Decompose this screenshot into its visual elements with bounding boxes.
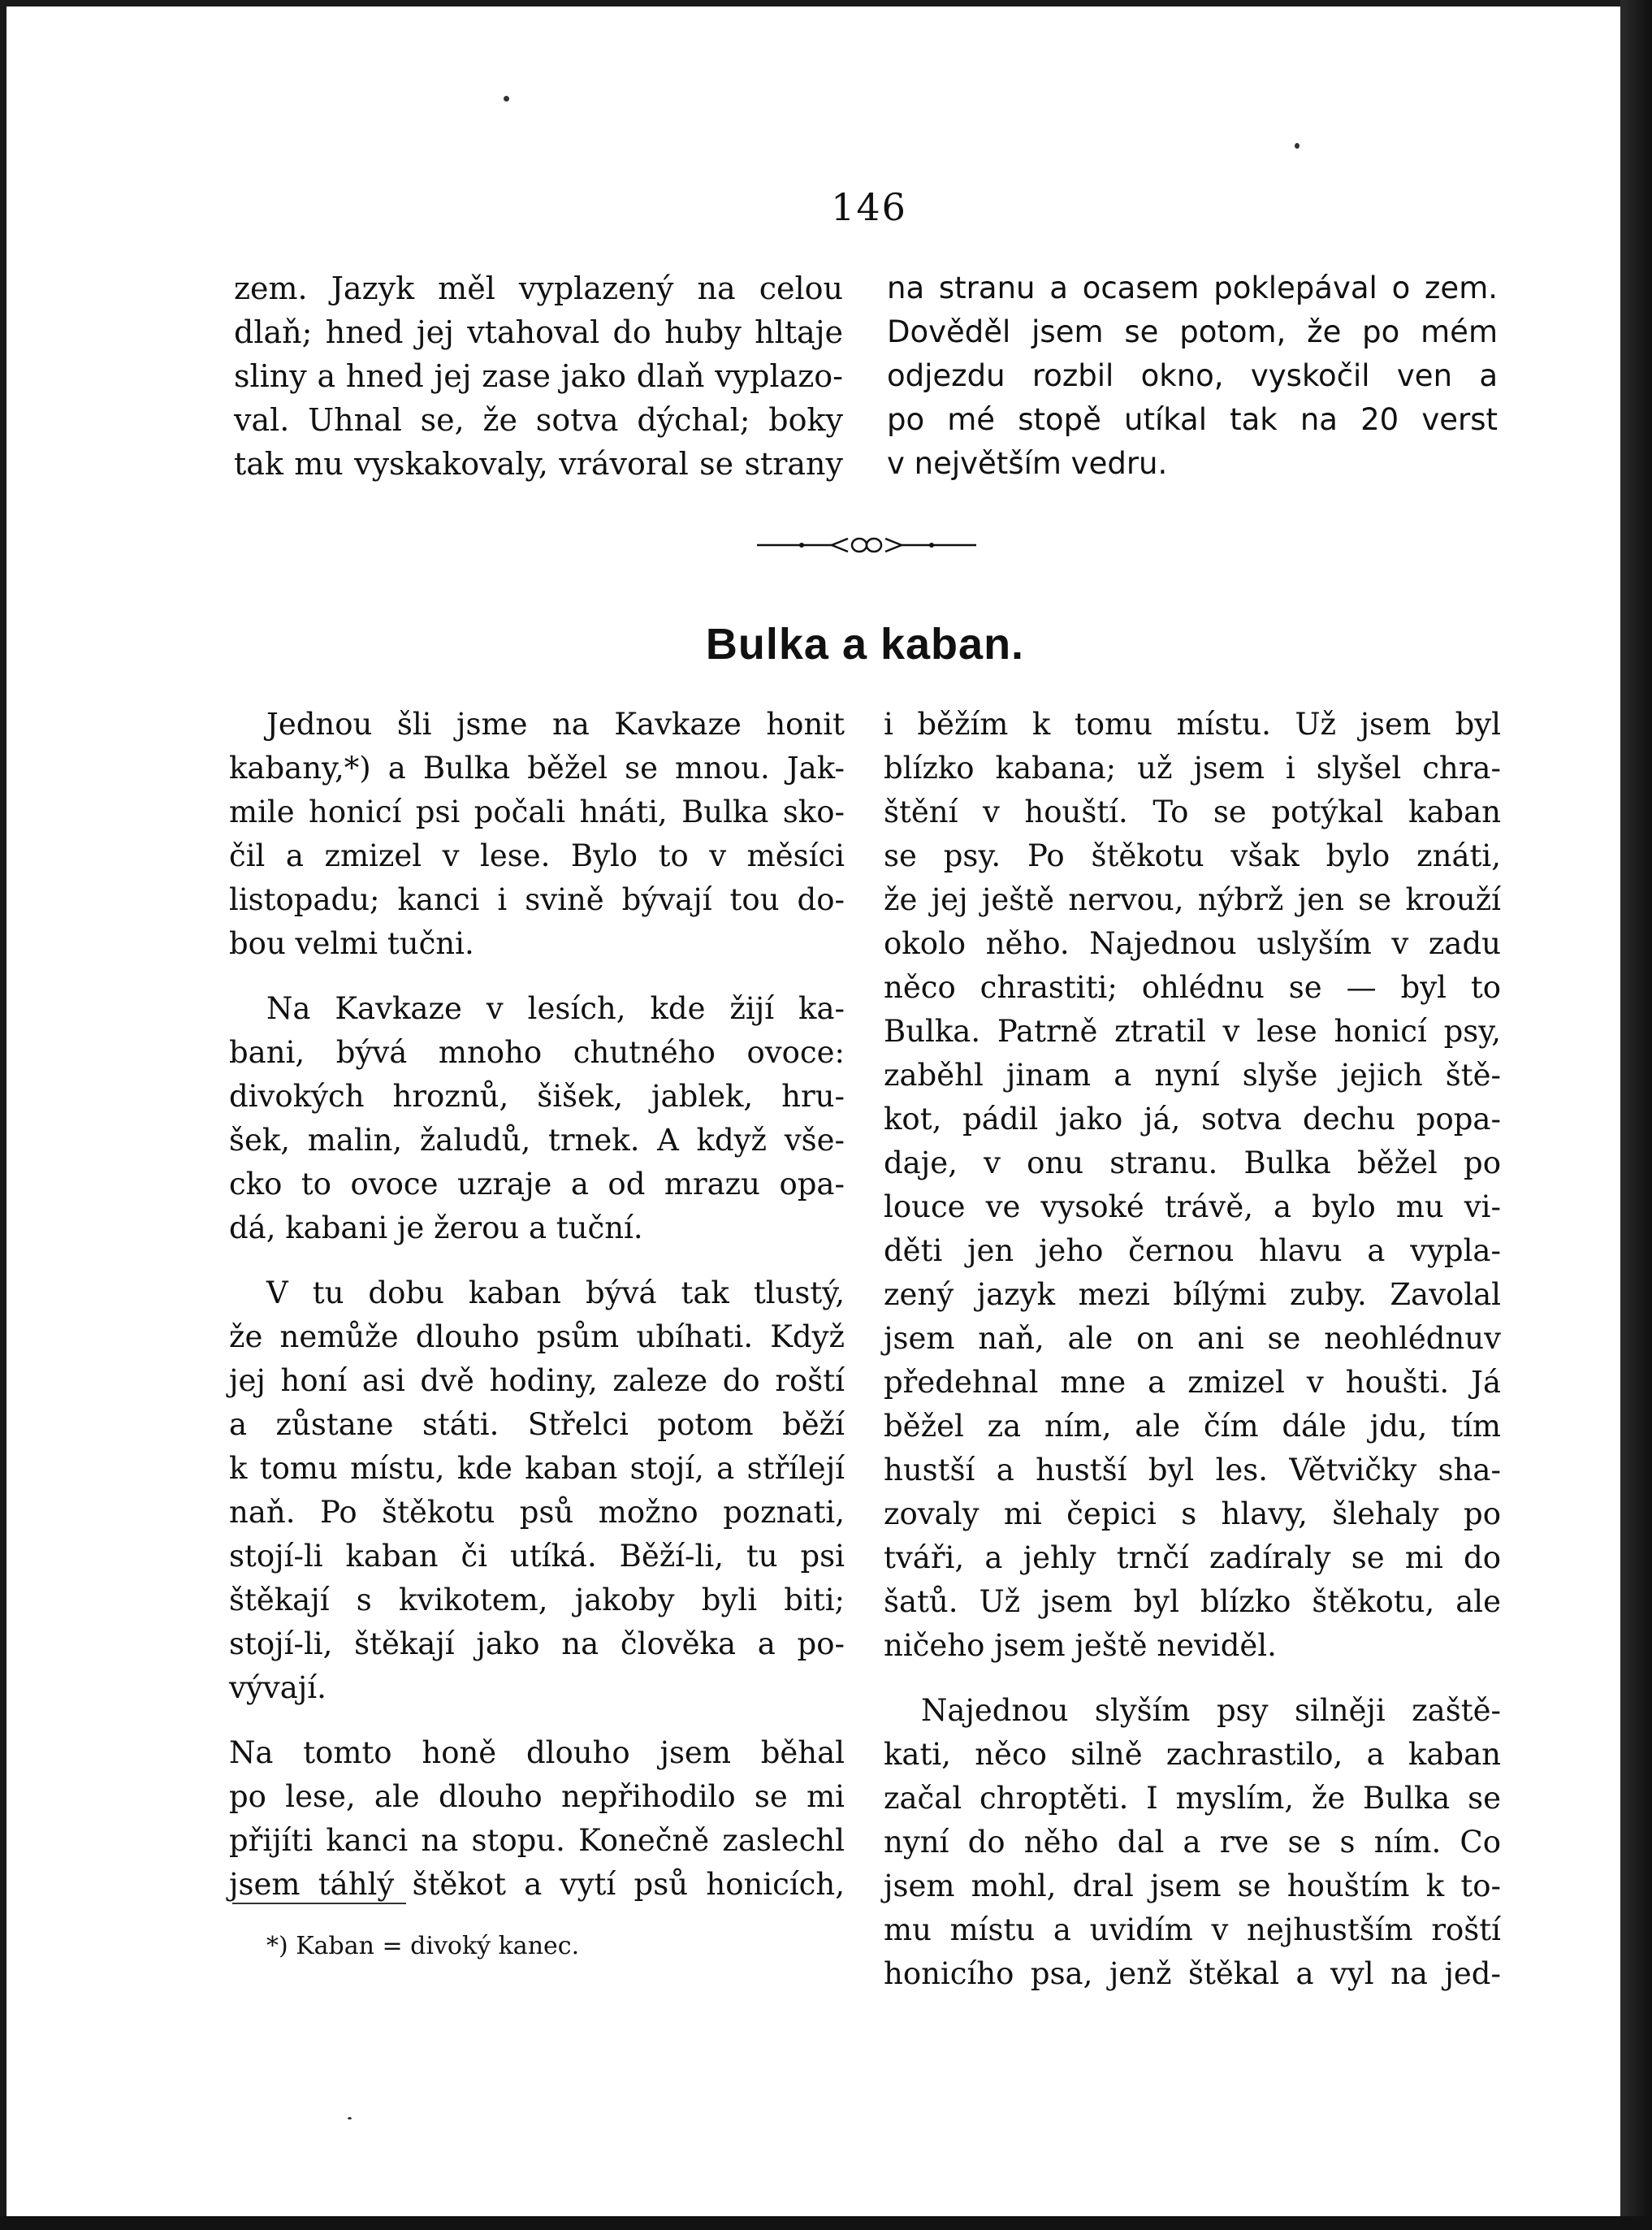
- text-line: po mé stopě utíkal tak na 20 verst: [887, 402, 1498, 437]
- text-line: k tomu místu, kde kaban stojí, a střílejí: [229, 1451, 845, 1486]
- text-line: nyní do něho dal a rve se s ním. Co: [884, 1825, 1501, 1860]
- text-line: okolo něho. Najednou uslyším v zadu: [884, 926, 1501, 961]
- text-line: šatů. Už jsem byl blízko štěkotu, ale: [884, 1584, 1501, 1619]
- text-line: běžel za ním, ale čím dále jdu, tím: [884, 1409, 1501, 1444]
- text-line: něco chrastiti; ohlédnu se — byl to: [884, 970, 1501, 1005]
- text-line: hustší a hustší byl les. Větvičky sha-: [884, 1453, 1501, 1487]
- dust-speck: [348, 2117, 352, 2120]
- text-line: štění v houští. To se potýkal kaban: [884, 795, 1501, 829]
- text-line: zovaly mi čepici s hlavy, šlehaly po: [884, 1496, 1501, 1531]
- text-line: odjezdu rozbil okno, vyskočil ven a: [887, 358, 1498, 393]
- text-line: děti jen jeho černou hlavu a vypla-: [884, 1233, 1501, 1268]
- text-line: po lese, ale dlouho nepřihodilo se mi: [229, 1779, 845, 1814]
- text-line: mile honicí psi počali hnáti, Bulka sko-: [229, 795, 845, 829]
- text-line: jsem naň, ale on ani se neohlédnuv: [884, 1321, 1501, 1356]
- text-line: předehnal mne a zmizel v houšti. Já: [884, 1365, 1501, 1400]
- text-line: se psy. Po štěkotu však bylo znáti,: [884, 838, 1501, 873]
- text-line: štěkají s kvikotem, jakoby byli biti;: [229, 1583, 845, 1617]
- text-line: dlaň; hned jej vtahoval do huby hltaje: [234, 314, 843, 350]
- text-line: jsem mohl, dral jsem se houštím k to-: [884, 1868, 1501, 1903]
- text-line: tak mu vyskakovaly, vrávoral se strany: [234, 446, 843, 482]
- text-line: Jednou šli jsme na Kavkaze honit: [266, 707, 845, 742]
- dust-speck: [1295, 143, 1300, 149]
- footnote: *) Kaban = divoký kanec.: [266, 1932, 580, 1960]
- text-line: vývají.: [229, 1670, 327, 1705]
- text-line: divokých hroznů, šišek, jablek, hru-: [229, 1079, 845, 1114]
- text-line: na stranu a ocasem poklepával o zem.: [887, 271, 1498, 305]
- text-line: a zůstane státi. Střelci potom běží: [229, 1407, 845, 1442]
- text-line: zený jazyk mezi bílými zuby. Zavolal: [884, 1277, 1501, 1312]
- text-line: že nemůže dlouho psům ubíhati. Když: [229, 1319, 845, 1354]
- text-line: stojí-li kaban či utíká. Běží-li, tu psi: [229, 1539, 845, 1574]
- text-line: Najednou slyším psy silněji zaště-: [921, 1693, 1501, 1728]
- scan-edge-top: [0, 0, 1652, 6]
- text-line: Na Kavkaze v lesích, kde žijí ka-: [266, 991, 845, 1026]
- text-line: že jej ještě nervou, nýbrž jen se krouží: [884, 882, 1501, 917]
- scan-edge-bottom: [0, 2216, 1652, 2230]
- text-line: kati, něco silně zachrastilo, a kaban: [884, 1737, 1501, 1772]
- text-line: bani, bývá mnoho chutného ovoce:: [229, 1035, 845, 1070]
- text-line: louce ve vysoké trávě, a bylo mu vi-: [884, 1189, 1501, 1224]
- text-line: ničeho jsem ještě neviděl.: [884, 1628, 1277, 1663]
- text-line: šek, malin, žaludů, trnek. A když vše-: [229, 1123, 845, 1158]
- text-line: val. Uhnal se, že sotva dýchal; boky: [234, 402, 843, 438]
- text-line: listopadu; kanci i svině bývají tou do-: [229, 882, 845, 917]
- paragraph-gap: [229, 966, 845, 987]
- text-line: blízko kabana; už jsem i slyšel chra-: [884, 751, 1501, 786]
- text-line: přijíti kanci na stopu. Konečně zaslechl: [229, 1823, 845, 1858]
- text-line: naň. Po štěkotu psů možno poznati,: [229, 1495, 845, 1530]
- text-line: honicího psa, jenž štěkal a vyl na jed-: [884, 1956, 1501, 1991]
- page-number: 146: [831, 185, 907, 229]
- text-line: jsem táhlý štěkot a vytí psů honicích,: [229, 1867, 845, 1902]
- right-column: [884, 703, 1501, 1996]
- footnote-rule: [232, 1903, 406, 1904]
- scan-edge-right: [1620, 0, 1652, 2230]
- text-line: stojí-li, štěkají jako na člověka a po-: [229, 1626, 845, 1661]
- text-line: daje, v onu stranu. Bulka běžel po: [884, 1145, 1501, 1180]
- text-line: tváři, a jehly trnčí zadíraly se mi do: [884, 1540, 1501, 1575]
- text-line: mu místu a uvidím v nejhustším roští: [884, 1912, 1501, 1947]
- text-line: kabany,*) a Bulka běžel se mnou. Jak-: [229, 751, 845, 786]
- text-line: čil a zmizel v lese. Bylo to v měsíci: [229, 838, 845, 873]
- text-line: zem. Jazyk měl vyplazený na celou: [234, 271, 843, 306]
- left-column: [229, 703, 845, 1907]
- top-left-column: [234, 266, 843, 486]
- top-right-column: [887, 266, 1498, 486]
- text-line: Na tomto honě dlouho jsem běhal: [229, 1735, 845, 1770]
- ornament-divider: [757, 535, 976, 556]
- text-line: i běžím k tomu místu. Už jsem byl: [884, 707, 1501, 742]
- text-line: v největším vedru.: [887, 446, 1168, 481]
- text-line: Bulka. Patrně ztratil v lese honicí psy,: [884, 1014, 1501, 1049]
- text-line: zaběhl jinam a nyní slyše jejich ště-: [884, 1058, 1501, 1093]
- text-line: jej honí asi dvě hodiny, zaleze do roští: [229, 1363, 845, 1398]
- scan-edge-left: [0, 0, 6, 2230]
- dust-speck: [504, 96, 509, 102]
- paragraph-gap: [884, 1668, 1501, 1689]
- text-line: bou velmi tučni.: [229, 926, 474, 961]
- text-line: dá, kabani je žerou a tuční.: [229, 1210, 643, 1245]
- text-line: kot, pádil jako já, sotva dechu popa-: [884, 1102, 1501, 1137]
- paragraph-gap: [229, 1710, 845, 1731]
- text-line: Dověděl jsem se potom, že po mém: [887, 314, 1498, 349]
- text-line: sliny a hned jej zase jako dlaň vyplazo-: [234, 358, 843, 394]
- text-line: cko to ovoce uzraje a od mrazu opa-: [229, 1167, 845, 1202]
- chapter-title: Bulka a kaban.: [705, 620, 1025, 669]
- text-line: začal chroptěti. I myslím, že Bulka se: [884, 1781, 1501, 1816]
- paragraph-gap: [229, 1250, 845, 1271]
- text-line: V tu dobu kaban bývá tak tlustý,: [266, 1275, 845, 1310]
